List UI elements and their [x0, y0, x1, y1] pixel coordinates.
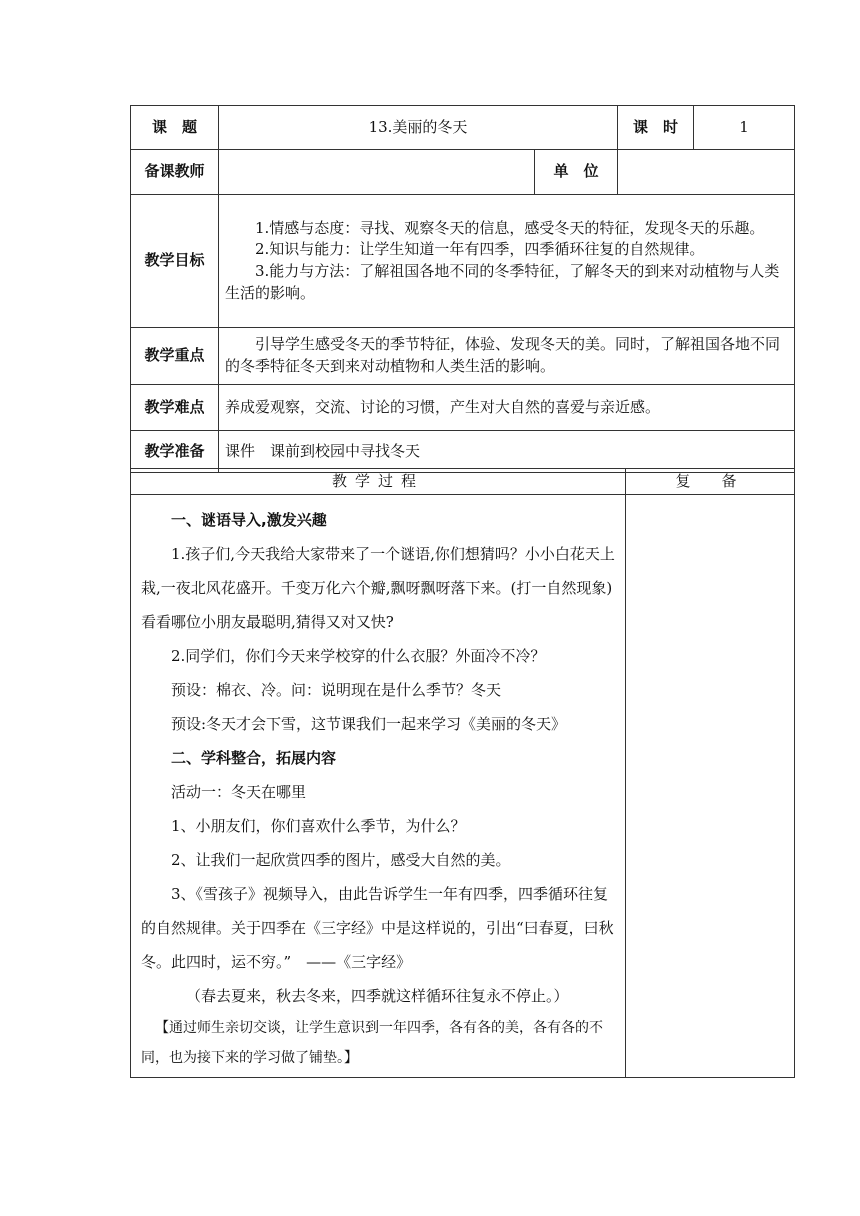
- goal-item: 2.知识与能力：让学生知道一年有四季，四季循环往复的自然规律。: [255, 240, 705, 259]
- process-paragraph: 2、让我们一起欣赏四季的图片，感受大自然的美。: [171, 851, 511, 869]
- difficulty-cell: [219, 385, 795, 431]
- section-heading: 二、学科整合，拓展内容: [171, 749, 337, 767]
- teacher-value: [219, 150, 535, 195]
- preparation-cell: [219, 431, 795, 473]
- process-paragraph: 预设：棉衣、冷。问：说明现在是什么季节？冬天: [171, 681, 502, 699]
- goal-item: 1.情感与态度：寻找、观察冬天的信息，感受冬天的特征，发现冬天的乐趣。: [255, 218, 765, 237]
- process-paragraph: 2.同学们，你们今天来学校穿的什么衣服？外面冷不冷？: [171, 647, 546, 665]
- process-paragraph: 活动一：冬天在哪里: [171, 783, 307, 801]
- difficulty-text: 养成爱观察，交流、讨论的习惯，产生对大自然的喜爱与亲近感。: [225, 397, 661, 416]
- goals-label: 教学目标: [131, 195, 219, 328]
- period-label: 课 时: [618, 106, 694, 150]
- key-point-text: 引导学生感受冬天的季节特征，体验、发现冬天的美。同时，了解祖国各地不同的冬季特征冬天到来对动植物和人类生活的影响。: [225, 335, 781, 375]
- process-content: [131, 495, 626, 1078]
- period-value: 1: [694, 106, 795, 150]
- process-paragraph: （春去夏来，秋去冬来，四季就这样循环往复永不停止。）: [186, 987, 569, 1005]
- teacher-label: 备课教师: [131, 150, 219, 195]
- process-paragraph: 预设:冬天才会下雪，这节课我们一起来学习《美丽的冬天》: [171, 715, 567, 733]
- lesson-info-table: [130, 105, 795, 473]
- review-header: 复 备: [626, 469, 795, 495]
- unit-label: 单 位: [535, 150, 618, 195]
- teaching-process-table: [130, 468, 795, 1078]
- process-header: 教学过程: [131, 469, 626, 495]
- process-paragraph: 1.孩子们,今天我给大家带来了一个谜语,你们想猜吗？小小白花天上栽,一夜北风花盛开。千变万化六个瓣,飘呀飘呀落下来。(打一自然现象)看看哪位小朋友最聪明,猜得又对又快?: [141, 545, 615, 631]
- difficulty-label: 教学难点: [131, 385, 219, 431]
- preparation-text: 课件 课前到校园中寻找冬天: [225, 441, 421, 460]
- unit-value: [618, 150, 795, 195]
- topic-label: 课 题: [131, 106, 219, 150]
- design-note: 【通过师生亲切交谈，让学生意识到一年四季，各有各的美，各有各的不同，也为接下来的学习做了铺垫。】: [141, 1020, 603, 1066]
- process-paragraph: 3、《雪孩子》视频导入，由此告诉学生一年有四季，四季循环往复的自然规律。关于四季在《三字经》中是这样说的，引出“曰春夏，曰秋冬。此四时，运不穷。” ——《三字经》: [141, 885, 614, 971]
- preparation-label: 教学准备: [131, 431, 219, 473]
- goal-item: 3.能力与方法：了解祖国各地不同的冬季特征，了解冬天的到来对动植物与人类生活的影响。: [225, 262, 780, 302]
- process-paragraph: 1、小朋友们，你们喜欢什么季节，为什么？: [171, 817, 466, 835]
- topic-value: 13.美丽的冬天: [219, 106, 618, 150]
- goals-cell: [219, 195, 795, 328]
- section-heading: 一、谜语导入,激发兴趣: [171, 511, 327, 529]
- review-column: [626, 495, 795, 1078]
- key-point-label: 教学重点: [131, 328, 219, 385]
- key-point-cell: [219, 328, 795, 385]
